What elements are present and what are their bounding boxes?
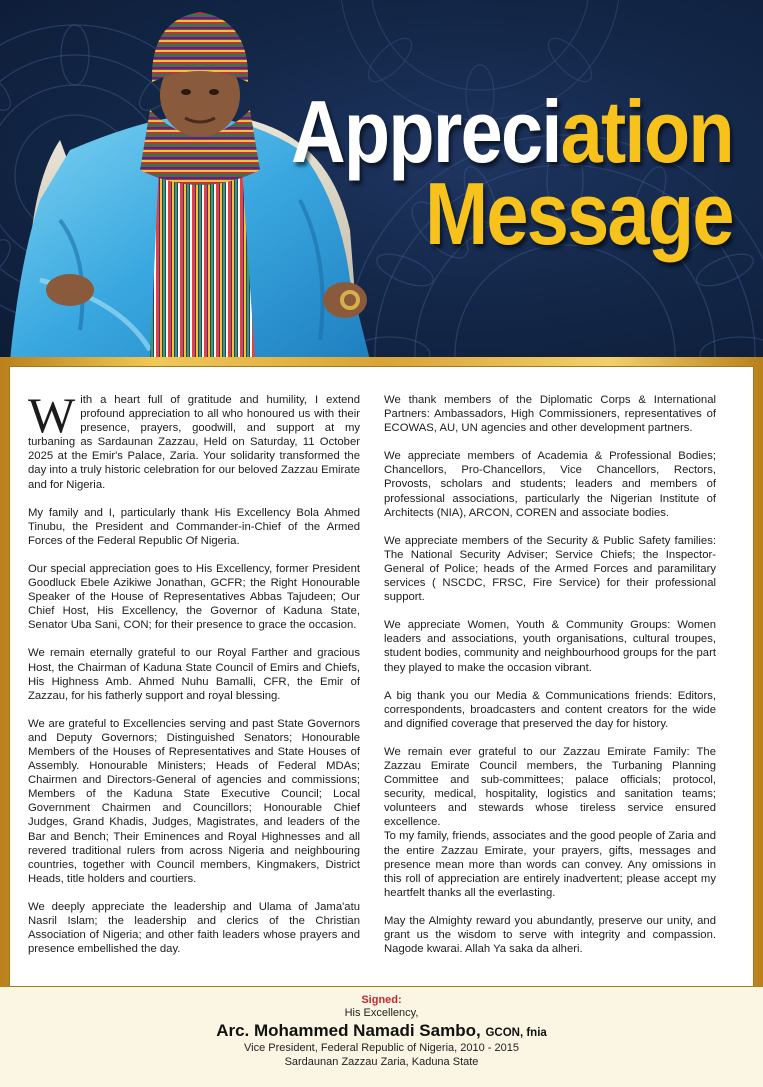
- paragraph-right-1: We thank members of the Diplomatic Corps & International Partners: Ambassadors, High Commissioners, representatives of ECOWAS, AU, UN agencies and other development partners.: [384, 394, 716, 435]
- signature-block: [0, 987, 763, 1087]
- title-appreciation-white: Appreci: [291, 82, 561, 181]
- paragraph-right-5: A big thank you our Media & Communications friends: Editors, correspondents, broadcasters and content creators for the wide and dignified coverage that preserved the day for history.: [384, 689, 716, 730]
- paragraph-right-4: We appreciate Women, Youth & Community Groups: Women leaders and associations, youth organisations, cultural troupes, student bodies, community and neighbourhood groups for the part they played to make the occasion vibrant.: [384, 619, 716, 674]
- paragraph-right-6: We remain ever grateful to our Zazzau Emirate Family: The Zazzau Emirate Council members, the Turbaning Planning Committee and sub-committees; palace officials; protocol, security, medical, hospitality, logistics and sanitation teams; volunteers and stewards whose tireless service ensured excellence.: [384, 745, 716, 829]
- paragraph-left-2: My family and I, particularly thank His Excellency Bola Ahmed Tinubu, the President and Commander-in-Chief of the Armed Forces of the Federal Republic Of Nigeria.: [28, 506, 360, 547]
- signatory-name: [0, 1021, 763, 1041]
- title-appreciation-gold: ation: [560, 82, 733, 181]
- signatory-name-text: Arc. Mohammed Namadi Sambo,: [216, 1021, 481, 1040]
- paragraph-left-4: We remain eternally grateful to our Royal Farther and gracious Host, the Chairman of Kaduna State Council of Emirs and Chiefs, His Highness Amb. Ahmed Nuhu Bamalli, CFR, the Emir of Zazzau, for his fatherly support and royal blessing.: [28, 647, 360, 702]
- title-message: Message: [425, 164, 733, 263]
- paragraph-left-1-text: ith a heart full of gratitude and humility, I extend profound appreciation to all who honoured us with their presence, prayers, goodwill, and support at my turbaning as Sardaunan Zazzau, Held on Saturday, 11 October 2025 at the Emir's Palace, Zaria. Your solidarity transformed the day into a truly historic celebration for our beloved Zazzau Emirate and for Nigeria.: [28, 394, 360, 491]
- paragraph-left-5: We are grateful to Excellencies serving and past State Governors and Deputy Governors; Distinguished Senators; Honourable Members of the Houses of Representatives and State Houses of Assembly. Honourable Ministers; Heads of Federal MDAs; Chairmen and Directors-General of agencies and commissions; Members of the Kaduna State Executive Council; Local Government Chairmen and Councillors; Honourable Chief Judges, Grand Khadis, Judges, Magistrates, and leaders of the Bar and Bench; Their Eminences and Royal Highnesses and all revered traditional rulers from across Nigeria and neighbouring countries, together with Council members, Kingmakers, District Heads, title holders and courtiers.: [28, 717, 360, 885]
- left-column: [28, 387, 360, 970]
- excellency-label: His Excellency,: [344, 1007, 419, 1019]
- right-column: [384, 393, 716, 970]
- header-banner: [0, 0, 763, 360]
- paragraph-left-1: [28, 387, 360, 492]
- drop-cap: W: [28, 387, 76, 443]
- paragraph-left-6: We deeply appreciate the leadership and Ulama of Jama'atu Nasril Islam; the leadership and clerics of the Christian Association of Nigeria; and other faith leaders whose prayers and presence embellished the day.: [28, 900, 360, 956]
- signed-label: Signed:: [361, 994, 402, 1006]
- signatory-honors: GCON, fnia: [485, 1027, 547, 1039]
- signatory-role-1: Vice President, Federal Republic of Nigeria, 2010 - 2015: [244, 1042, 519, 1054]
- paragraph-right-7: To my family, friends, associates and the good people of Zaria and the entire Zazzau Emirate, your prayers, gifts, messages and presence mean more than words can convey. Any omissions in this roll of appreciation are entirely inadvertent; please accept my heartfelt thanks all the everlasting.: [384, 830, 716, 899]
- title-appreciation: [291, 82, 733, 181]
- paragraph-right-3: We appreciate members of the Security & Public Safety families: The National Security Adviser; Service Chiefs; the Inspector-General of Police; heads of the Armed Forces and paramilitary services ( NSCDC, FRSC, Fire Service) for their professional support.: [384, 534, 716, 604]
- paragraph-right-8: May the Almighty reward you abundantly, preserve our unity, and grant us the wisdom to serve with integrity and compassion. Nagode kwarai. Allah Ya saka da alheri.: [384, 914, 716, 956]
- signatory-role-2: Sardaunan Zazzau Zaria, Kaduna State: [284, 1056, 479, 1068]
- paragraph-left-3: Our special appreciation goes to His Excellency, former President Goodluck Ebele Azikiwe Jonathan, GCFR; the Right Honourable Speaker of the House of Representatives Abbas Tajudeen; Our Chief Host, His Excellency, the Governor of Kaduna State, Senator Uba Sani, CON; for their presence to grace the occasion.: [28, 562, 360, 632]
- paragraph-right-2: We appreciate members of Academia & Professional Bodies; Chancellors, Pro-Chancellors, Vice Chancellors, Rectors, Provosts, scholars and students; leaders and members of professional associations, particularly the Nigerian Institute of Architects (NIA), ARCON, COREN and associate bodies.: [384, 450, 716, 519]
